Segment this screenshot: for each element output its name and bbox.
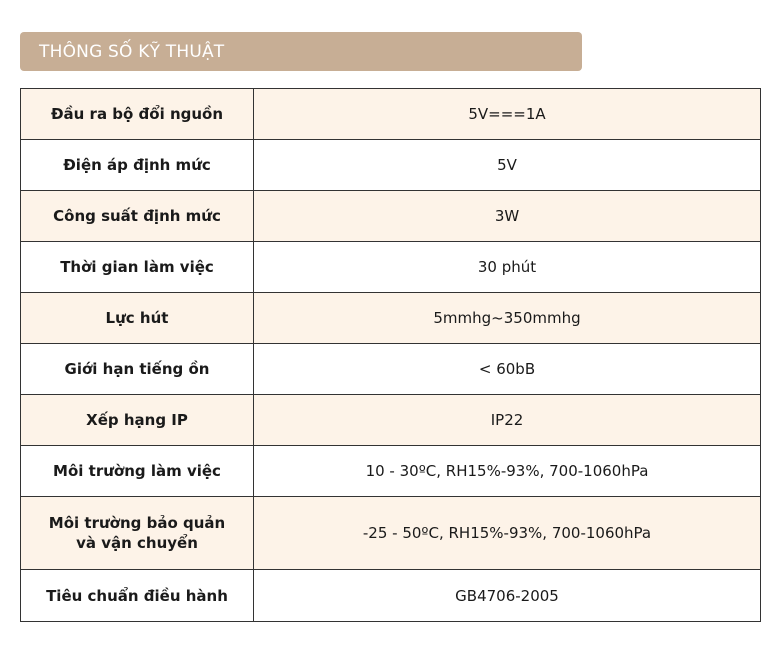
table-row (21, 191, 761, 242)
spec-label: Công suất định mức (21, 191, 254, 242)
table-row (21, 140, 761, 191)
spec-label: Lực hút (21, 293, 254, 344)
spec-value: 5V===1A (254, 89, 761, 140)
table-row (21, 293, 761, 344)
spec-value: 5mmhg~350mmhg (254, 293, 761, 344)
spec-value: < 60bB (254, 344, 761, 395)
spec-table (20, 88, 761, 622)
table-row (21, 570, 761, 622)
table-row (21, 446, 761, 497)
table-row (21, 497, 761, 570)
spec-label: Đầu ra bộ đổi nguồn (21, 89, 254, 140)
spec-label: Thời gian làm việc (21, 242, 254, 293)
spec-value: -25 - 50ºC, RH15%-93%, 700-1060hPa (254, 497, 761, 570)
table-row (21, 395, 761, 446)
spec-value: 30 phút (254, 242, 761, 293)
spec-value: 5V (254, 140, 761, 191)
table-row (21, 89, 761, 140)
spec-value: GB4706-2005 (254, 570, 761, 622)
table-row (21, 344, 761, 395)
section-title: THÔNG SỐ KỸ THUẬT (39, 41, 225, 62)
spec-value: 3W (254, 191, 761, 242)
section-header (20, 32, 582, 71)
spec-value: 10 - 30ºC, RH15%-93%, 700-1060hPa (254, 446, 761, 497)
spec-label: Xếp hạng IP (21, 395, 254, 446)
spec-label: Môi trường bảo quản và vận chuyển (21, 497, 254, 570)
spec-label: Điện áp định mức (21, 140, 254, 191)
spec-label: Tiêu chuẩn điều hành (21, 570, 254, 622)
spec-label: Giới hạn tiếng ồn (21, 344, 254, 395)
spec-label: Môi trường làm việc (21, 446, 254, 497)
spec-value: IP22 (254, 395, 761, 446)
table-row (21, 242, 761, 293)
